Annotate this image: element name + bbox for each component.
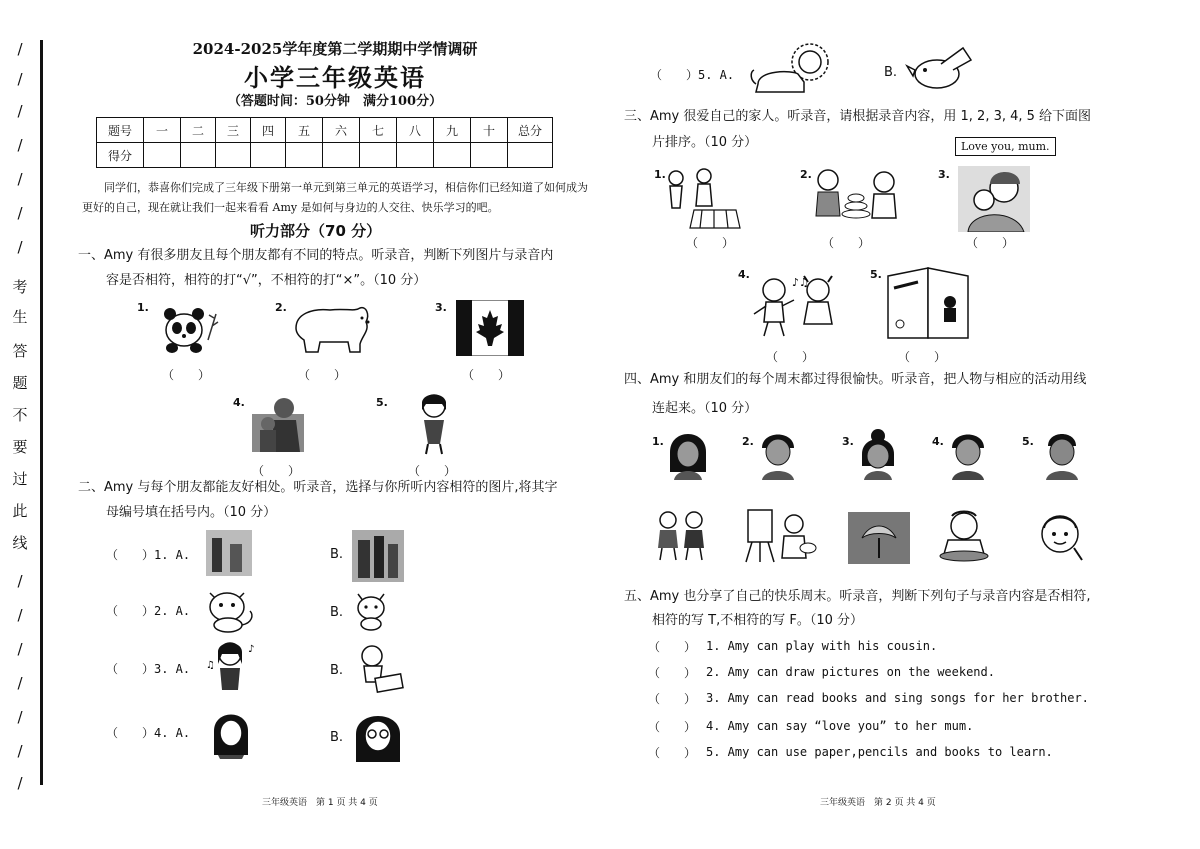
margin-text: 答 xyxy=(12,342,28,360)
q1-answer-paren[interactable]: （ ） xyxy=(462,368,511,382)
q3-answer-paren[interactable]: （ ） xyxy=(966,236,1015,250)
q3-label: 5. xyxy=(870,268,882,281)
svg-text:♫: ♫ xyxy=(206,660,215,671)
score-cell[interactable] xyxy=(360,143,397,168)
people-standing-picture xyxy=(352,530,404,582)
q3-label: 3. xyxy=(938,168,950,181)
score-header: 一 xyxy=(144,118,181,143)
q2-option-b: B. xyxy=(330,547,344,562)
score-cell[interactable] xyxy=(434,143,471,168)
q1-label: 2. xyxy=(275,301,287,314)
score-cell[interactable] xyxy=(323,143,360,168)
score-header: 四 xyxy=(251,118,286,143)
q2-item-1[interactable]: （ ）1. A. xyxy=(106,548,191,562)
score-table xyxy=(96,117,553,168)
q2-item5-option-b: B. xyxy=(884,65,898,80)
margin-text: 不 xyxy=(12,406,28,424)
margin-mark: / xyxy=(17,238,23,256)
q2-item-2[interactable]: （ ）2. A. xyxy=(106,604,191,618)
mother-child-picture xyxy=(252,394,304,452)
q5-answer-paren[interactable]: （ ） xyxy=(648,746,697,760)
intro-paragraph: 同学们，恭喜你们完成了三年级下册第一单元到第三单元的英语学习，相信你们已经知道了如何成为更好的自己，现在就让我们一起来看看 Amy 是如何与身边的人交往、快乐学习的吧。 xyxy=(82,181,588,214)
polar-bear-picture xyxy=(290,300,372,356)
dancing-activity-picture xyxy=(650,508,712,562)
lion-picture xyxy=(748,40,838,96)
page-footer-right: 三年级英语 第 2 页 共 4 页 xyxy=(820,798,936,808)
kite-activity-picture xyxy=(848,512,910,564)
exam-title: 小学三年级英语 xyxy=(244,63,426,92)
kids-playing-picture xyxy=(206,530,252,576)
score-header: 总分 xyxy=(508,118,553,143)
q2-instruction-line1: 二、Amy 与每个朋友都能友好相处。听录音，选择与你所听内容相符的图片,将其字 xyxy=(78,480,558,495)
margin-mark: / xyxy=(17,70,23,88)
score-cell[interactable] xyxy=(508,143,553,168)
q1-label: 4. xyxy=(233,396,245,409)
canada-flag-picture xyxy=(456,300,524,356)
margin-mark: / xyxy=(17,136,23,154)
person-4-portrait xyxy=(946,428,990,480)
q5-answer-paren[interactable]: （ ） xyxy=(648,666,697,680)
score-header: 六 xyxy=(323,118,360,143)
margin-mark: / xyxy=(17,640,23,658)
margin-mark: / xyxy=(17,606,23,624)
margin-mark: / xyxy=(17,774,23,792)
score-header: 七 xyxy=(360,118,397,143)
q5-answer-paren[interactable]: （ ） xyxy=(648,720,697,734)
q5-sentence: 2. Amy can draw pictures on the weekend. xyxy=(706,665,995,679)
q4-label: 2. xyxy=(742,435,754,448)
score-header: 十 xyxy=(471,118,508,143)
margin-text: 考 xyxy=(12,278,28,296)
q5-sentence: 5. Amy can use paper,pencils and books to learn. xyxy=(706,745,1053,759)
q4-instruction-line1: 四、Amy 和朋友们的每个周末都过得很愉快。听录音，把人物与相应的活动用线 xyxy=(624,372,1087,387)
svg-text:♪: ♪ xyxy=(248,644,255,655)
q5-instruction-line2: 相符的写 T,不相符的写 F。（10 分） xyxy=(652,613,863,628)
q3-answer-paren[interactable]: （ ） xyxy=(686,236,735,250)
bird-picture xyxy=(905,44,981,92)
q5-sentence: 1. Amy can play with his cousin. xyxy=(706,639,938,653)
person-3-portrait xyxy=(856,428,900,480)
cat-picture xyxy=(204,585,258,633)
q1-label: 5. xyxy=(376,396,388,409)
painting-activity-picture xyxy=(742,508,818,564)
margin-mark: / xyxy=(17,572,23,590)
q2-item-3[interactable]: （ ）3. A. xyxy=(106,662,191,676)
q5-sentence: 3. Amy can read books and sing songs for her brother. xyxy=(706,691,1089,705)
girl-with-glasses-picture xyxy=(350,706,408,762)
margin-text: 要 xyxy=(12,438,28,456)
mother-hug-picture xyxy=(958,166,1030,232)
q5-answer-paren[interactable]: （ ） xyxy=(648,692,697,706)
q2-option-b: B. xyxy=(330,663,344,678)
q3-answer-paren[interactable]: （ ） xyxy=(898,350,947,364)
margin-text: 此 xyxy=(12,502,28,520)
margin-mark: / xyxy=(17,170,23,188)
score-cell[interactable] xyxy=(216,143,251,168)
girl-drawing-picture xyxy=(352,642,406,694)
q2-instruction-line2: 母编号填在括号内。（10 分） xyxy=(106,505,277,520)
q3-label: 1. xyxy=(654,168,666,181)
score-cell[interactable] xyxy=(181,143,216,168)
q5-answer-paren[interactable]: （ ） xyxy=(648,640,697,654)
person-2-portrait xyxy=(756,428,800,480)
girl-face-activity-picture xyxy=(1034,508,1086,564)
q3-instruction-line2: 片排序。（10 分） xyxy=(652,135,758,150)
q4-instruction-line2: 连起来。（10 分） xyxy=(652,401,758,416)
margin-mark: / xyxy=(17,742,23,760)
score-cell[interactable] xyxy=(397,143,434,168)
person-1-portrait xyxy=(666,428,710,480)
eating-activity-picture xyxy=(932,508,996,564)
margin-text: 题 xyxy=(12,374,28,392)
margin-mark: / xyxy=(17,40,23,58)
q2-option-b: B. xyxy=(330,730,344,745)
love-you-mum-callout: Love you, mum. xyxy=(955,137,1056,156)
score-header: 题号 xyxy=(97,118,144,143)
score-cell[interactable] xyxy=(286,143,323,168)
q1-instruction-line1: 一、Amy 有很多朋友且每个朋友都有不同的特点。听录音，判断下列图片与录音内 xyxy=(78,248,554,263)
q5-instruction-line1: 五、Amy 也分享了自己的快乐周末。听录音，判断下列句子与录音内容是否相符, xyxy=(624,589,1091,604)
q1-answer-paren[interactable]: （ ） xyxy=(408,464,457,478)
hopscotch-picture xyxy=(664,166,742,230)
margin-mark: / xyxy=(17,674,23,692)
q3-answer-paren[interactable]: （ ） xyxy=(766,350,815,364)
score-cell[interactable] xyxy=(251,143,286,168)
svg-text:♪♫: ♪♫ xyxy=(792,276,809,289)
q4-label: 4. xyxy=(932,435,944,448)
margin-text: 线 xyxy=(12,534,28,552)
binding-line xyxy=(40,40,43,785)
q3-instruction-line1: 三、Amy 很爱自己的家人。听录音，请根据录音内容，用 1, 2, 3, 4, 5 给下面图 xyxy=(624,109,1092,124)
q4-label: 1. xyxy=(652,435,664,448)
q3-label: 4. xyxy=(738,268,750,281)
person-5-portrait xyxy=(1040,428,1084,480)
margin-mark: / xyxy=(17,204,23,222)
q1-answer-paren[interactable]: （ ） xyxy=(298,368,347,382)
q1-instruction-line2: 容是否相符，相符的打“√”，不相符的打“×”。（10 分） xyxy=(106,273,427,288)
q1-answer-paren[interactable]: （ ） xyxy=(252,464,301,478)
small-cat-picture xyxy=(352,588,392,632)
q1-answer-paren[interactable]: （ ） xyxy=(162,368,211,382)
margin-text: 过 xyxy=(12,470,28,488)
exam-duration: （答题时间：50分钟 满分100分） xyxy=(227,94,443,109)
margin-text: 生 xyxy=(12,308,28,326)
q5-sentence: 4. Amy can say “love you” to her mum. xyxy=(706,719,974,733)
q4-label: 3. xyxy=(842,435,854,448)
listening-section-title: 听力部分（70 分） xyxy=(250,222,382,240)
score-header: 五 xyxy=(286,118,323,143)
score-cell[interactable] xyxy=(471,143,508,168)
girl-singing-picture xyxy=(204,638,260,692)
q2-item-4[interactable]: （ ）4. A. xyxy=(106,726,191,740)
q2-option-b: B. xyxy=(330,605,344,620)
q4-label: 5. xyxy=(1022,435,1034,448)
page-footer-left: 三年级英语 第 1 页 共 4 页 xyxy=(262,798,378,808)
kids-dancing-picture xyxy=(752,274,844,340)
girl-eating-picture xyxy=(410,390,458,456)
score-cell[interactable] xyxy=(144,143,181,168)
exam-title-line1: 2024-2025学年度第二学期期中学情调研 xyxy=(192,40,478,58)
q1-label: 3. xyxy=(435,301,447,314)
margin-mark: / xyxy=(17,708,23,726)
q3-label: 2. xyxy=(800,168,812,181)
score-header: 八 xyxy=(397,118,434,143)
q3-answer-paren[interactable]: （ ） xyxy=(822,236,871,250)
score-header: 三 xyxy=(216,118,251,143)
girl-with-headphones-picture xyxy=(206,705,256,759)
q1-label: 1. xyxy=(137,301,149,314)
score-header: 九 xyxy=(434,118,471,143)
panda-picture xyxy=(158,300,222,356)
score-row-label: 得分 xyxy=(97,143,144,168)
greeting-card-picture xyxy=(884,266,972,340)
kids-building-tower-picture xyxy=(810,164,904,232)
score-header: 二 xyxy=(181,118,216,143)
q2-item-5[interactable]: （ ）5. A. xyxy=(650,68,735,82)
margin-mark: / xyxy=(17,102,23,120)
